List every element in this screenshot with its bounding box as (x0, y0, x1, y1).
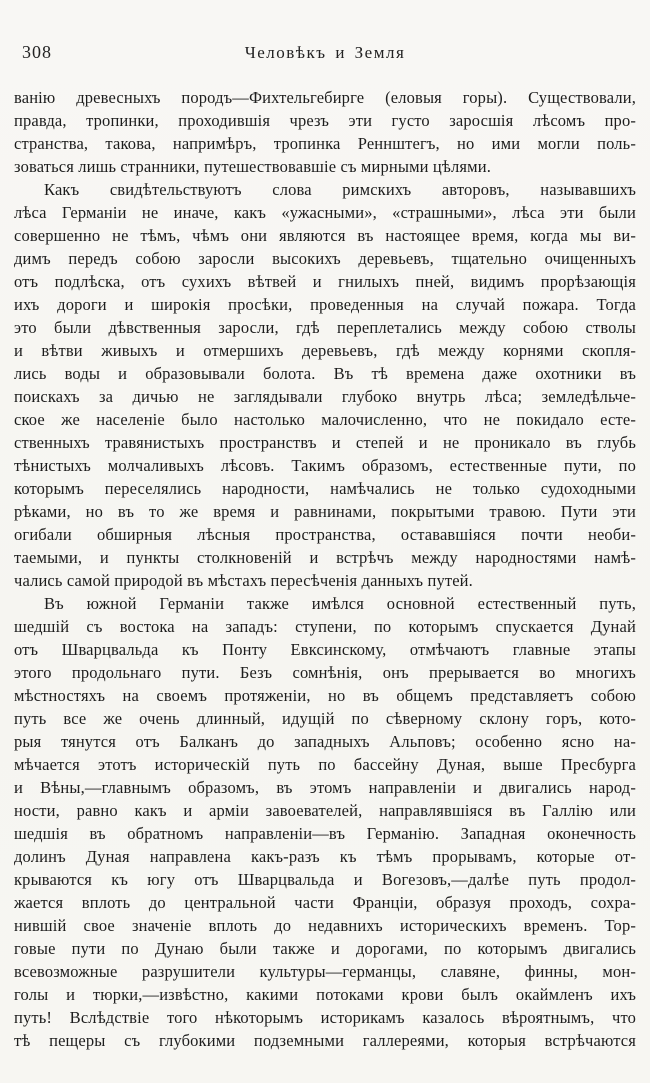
text-line: нившій свое значеніе вплоть до недавнихъ историческихъ временъ. Тор- (14, 916, 636, 935)
text-line: зоваться лишь странники, путешествовавшіе съ мирными цѣлями. (14, 157, 491, 176)
text-line: мѣчается этотъ историческій путь по бассейну Дуная, выше Пресбурга (14, 755, 636, 774)
text-line: ское же населеніе было настолько малочисленно, что не покидало есте- (14, 410, 636, 429)
text-line: шедшія въ обратномъ направленіи—въ Германію. Западная оконечность (14, 824, 636, 843)
text-line: путь все же очень длинный, идущій по сѣверному склону горъ, кото- (14, 709, 636, 728)
text-line: долинъ Дуная направлена какъ-разъ къ тѣмъ прорывамъ, которые от- (14, 847, 636, 866)
text-line: ственныхъ травянистыхъ пространствъ и степей и не проникало въ глубь (14, 433, 636, 452)
text-line: лѣса Германіи не иначе, какъ «ужасными», «страшными», лѣса эти были (14, 203, 636, 222)
text-line: Какъ свидѣтельствуютъ слова римскихъ авторовъ, называвшихъ (44, 180, 636, 199)
text-line: отъ подлѣска, отъ сухихъ вѣтвей и гнилыхъ пней, видимъ прорѣзающія (14, 272, 636, 291)
text-line: шедшій съ востока на западъ: ступени, по которымъ спускается Дунай (14, 617, 636, 636)
text-line: ности, равно какъ и арміи завоевателей, направлявшіяся въ Галлію или (14, 801, 636, 820)
text-line: огибали обширныя лѣсныя пространства, остававшіяся почти необи- (14, 525, 636, 544)
text-line: странства, такова, напримѣръ, тропинка Реннштегъ, но ими могли поль- (14, 134, 636, 153)
text-line: тѣ пещеры съ глубокими подземными галлереями, которыя встрѣчаются (14, 1031, 636, 1050)
text-line: рѣками, но въ то же время и равнинами, покрытыми травою. Пути эти (14, 502, 636, 521)
text-line: Въ южной Германіи также имѣлся основной естественный путь, (44, 594, 636, 613)
text-line: крываются къ югу отъ Шварцвальда и Вогезовъ,—далѣе путь продол- (14, 870, 636, 889)
text-line: голы и тюрки,—извѣстно, какими потоками крови былъ окаймленъ ихъ (14, 985, 636, 1004)
text-line: говые пути по Дунаю были также и дорогами, по которымъ двигались (14, 939, 636, 958)
text-line: и вѣтви живыхъ и отмершихъ деревьевъ, гдѣ между корнями скопля- (14, 341, 636, 360)
text-line: которымъ переселялись народности, намѣчались не только судоходными (14, 479, 636, 498)
paragraph-3 (14, 592, 636, 1052)
text-line: тѣнистыхъ молчаливыхъ лѣсовъ. Такимъ образомъ, естественные пути, по (14, 456, 636, 475)
text-line: ванію древесныхъ породъ—Фихтельгебирге (еловыя горы). Существовали, (14, 88, 636, 107)
text-line: поискахъ за дичью не заглядывали глубоко внутрь лѣса; земледѣльче- (14, 387, 636, 406)
text-line: путь! Вслѣдствіе того нѣкоторымъ историкамъ казалось вѣроятнымъ, что (14, 1008, 636, 1027)
paragraph-2 (14, 178, 636, 592)
text-line: правда, тропинки, проходившія чрезъ эти густо заросшія лѣсомъ про- (14, 111, 636, 130)
text-line: лись воды и образовывали болота. Въ тѣ времена даже охотники въ (14, 364, 636, 383)
paragraph-1 (14, 86, 636, 178)
text-line: ихъ дороги и широкія просѣки, проведенныя на случай пожара. Тогда (14, 295, 636, 314)
text-line: димъ передъ собою заросли высокихъ деревьевъ, тщательно очищенныхъ (14, 249, 636, 268)
text-line: отъ Шварцвальда къ Понту Евксинскому, отмѣчаютъ главные этапы (14, 640, 636, 659)
page-number: 308 (22, 42, 52, 62)
running-head (0, 42, 650, 66)
text-line: всевозможные разрушители культуры—германцы, славяне, финны, мон- (14, 962, 636, 981)
text-line: совершенно не тѣмъ, чѣмъ они являются въ настоящее время, когда мы ви- (14, 226, 636, 245)
text-line: это были дѣвственныя заросли, гдѣ переплетались между собою стволы (14, 318, 636, 337)
text-line: мѣстностяхъ на своемъ протяженіи, но въ общемъ представляетъ собою (14, 686, 636, 705)
running-head-title: Человѣкъ и Земля (244, 43, 406, 62)
text-line: таемыми, и пункты столкновеній и встрѣчъ между народностями намѣ- (14, 548, 636, 567)
text-line: рыя тянутся отъ Балканъ до западныхъ Альповъ; особенно ясно на- (14, 732, 636, 751)
text-line: чались самой природой въ мѣстахъ пересѣченія данныхъ путей. (14, 571, 473, 590)
text-block (14, 86, 636, 1052)
text-line: этого продольнаго пути. Безъ сомнѣнія, онъ прерывается во многихъ (14, 663, 636, 682)
text-line: и Вѣны,—главнымъ образомъ, въ этомъ направленіи и двигались народ- (14, 778, 636, 797)
text-line: жается вплоть до центральной части Франціи, образуя проходъ, сохра- (14, 893, 636, 912)
